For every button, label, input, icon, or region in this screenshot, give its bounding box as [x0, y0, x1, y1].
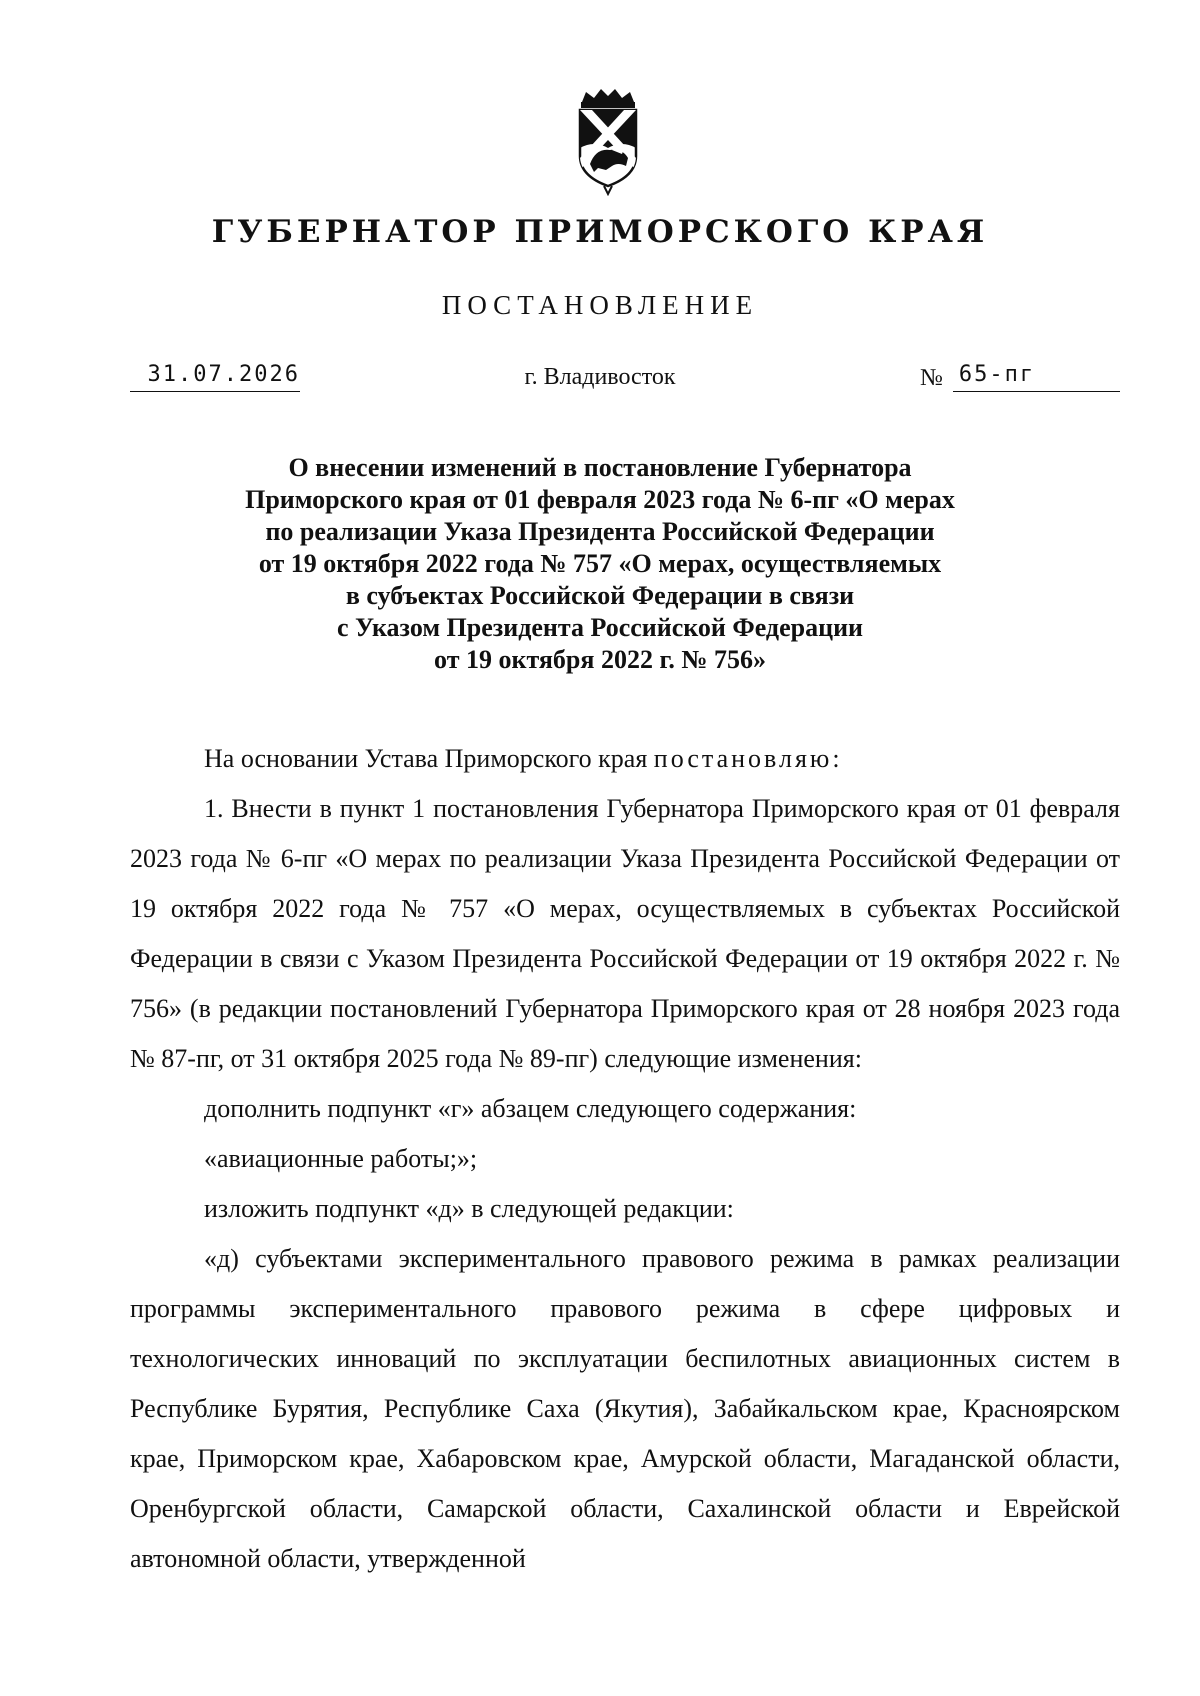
- document-number: [920, 362, 1120, 392]
- title-line: О внесении изменений в постановление Губернатора: [288, 453, 912, 482]
- intro-prefix: На основании Устава Приморского края: [204, 744, 654, 773]
- title-line: от 19 октября 2022 года № 757 «О мерах, осуществляемых: [258, 549, 942, 578]
- document-city: г. Владивосток: [524, 364, 676, 390]
- title-line: с Указом Президента Российской Федерации: [336, 613, 864, 642]
- document-date: 31.07.2026: [130, 362, 300, 392]
- decree-word: постановляю:: [653, 744, 843, 773]
- body-paragraph: «д) субъектами экспериментального правового режима в рамках реализации программы экспериментального правового режима в сфере цифровых и технологических инноваций по эксплуатации беспилотных авиационных систем в Республике Бурятия, Республике Саха (Якутия), Забайкальском крае, Красноярском крае, Приморском крае, Хабаровском крае, Амурской области, Магаданской области, Оренбургской области, Самарской области, Сахалинской области и Еврейской автономной области, утвержденной: [130, 1244, 1120, 1573]
- body-paragraph: 1. Внести в пункт 1 постановления Губернатора Приморского края от 01 февраля 2023 года № 6-пг «О мерах по реализации Указа Президента Российской Федерации от 19 октября 2022 года № 757 «О мерах, осуществляемых в субъектах Российской Федерации в связи с Указом Президента Российской Федерации от 19 октября 2022 г. № 756» (в редакции постановлений Губернатора Приморского края от 28 ноября 2023 года № 87-пг, от 31 октября 2025 года № 89-пг) следующие изменения:: [130, 794, 1120, 1073]
- title-line: в субъектах Российской Федерации в связи: [345, 581, 855, 610]
- number-value: 65-пг: [953, 362, 1120, 392]
- body-paragraph: дополнить подпункт «г» абзацем следующего содержания:: [204, 1094, 857, 1123]
- number-sign: №: [920, 365, 943, 391]
- title-line: Приморского края от 01 февраля 2023 года № 6-пг «О мерах: [245, 485, 955, 514]
- issuer-title: ГУБЕРНАТОР ПРИМОРСКОГО КРАЯ: [211, 214, 989, 250]
- body-paragraph: изложить подпункт «д» в следующей редакции:: [204, 1194, 734, 1223]
- document-title: [180, 452, 1020, 676]
- intro-paragraph: [130, 734, 1120, 784]
- title-line: от 19 октября 2022 г. № 756»: [434, 645, 766, 674]
- title-line: по реализации Указа Президента Российской Федерации: [265, 517, 935, 546]
- document-body: [130, 734, 1120, 1584]
- document-type: ПОСТАНОВЛЕНИЕ: [441, 290, 759, 320]
- primorsky-krai-coat-of-arms-icon: [572, 88, 644, 196]
- body-paragraph: «авиационные работы;»;: [204, 1144, 478, 1173]
